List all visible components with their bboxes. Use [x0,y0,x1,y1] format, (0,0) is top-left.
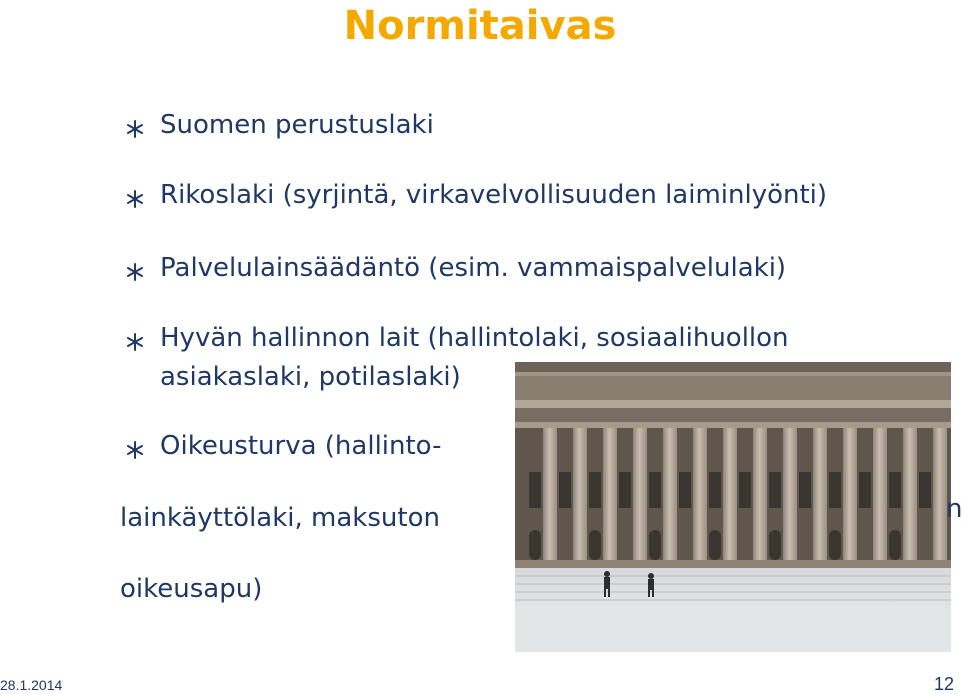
asterisk-bullet-icon [122,182,148,212]
bullet-text: Suomen perustuslaki [160,110,434,140]
bullet-text: Oikeusturva (hallinto- [160,431,442,461]
bullet-continuation: oikeusapu) [120,574,263,604]
bullet-continuation: lainkäyttölaki, maksuton [120,503,440,533]
page-number: 12 [933,674,954,694]
footer-date: 28.1.2014 [0,677,63,693]
slide-title: Normitaivas [343,3,617,49]
bullet-text: Hyvän hallinnon lait (hallintolaki, sosiaalihuollon [160,323,789,353]
asterisk-bullet-icon [122,112,148,142]
cutoff-text-fragment: n [946,494,962,524]
asterisk-bullet-icon [122,255,148,285]
bullet-text: Rikoslaki (syrjintä, virkavelvollisuuden laiminlyönti) [160,180,828,210]
parliament-building-photo [515,362,951,652]
asterisk-bullet-icon [122,433,148,463]
asterisk-bullet-icon [122,325,148,355]
bullet-text: Palvelulainsäädäntö (esim. vammaispalvelulaki) [160,253,787,283]
bullet-continuation: asiakaslaki, potilaslaki) [160,362,461,392]
